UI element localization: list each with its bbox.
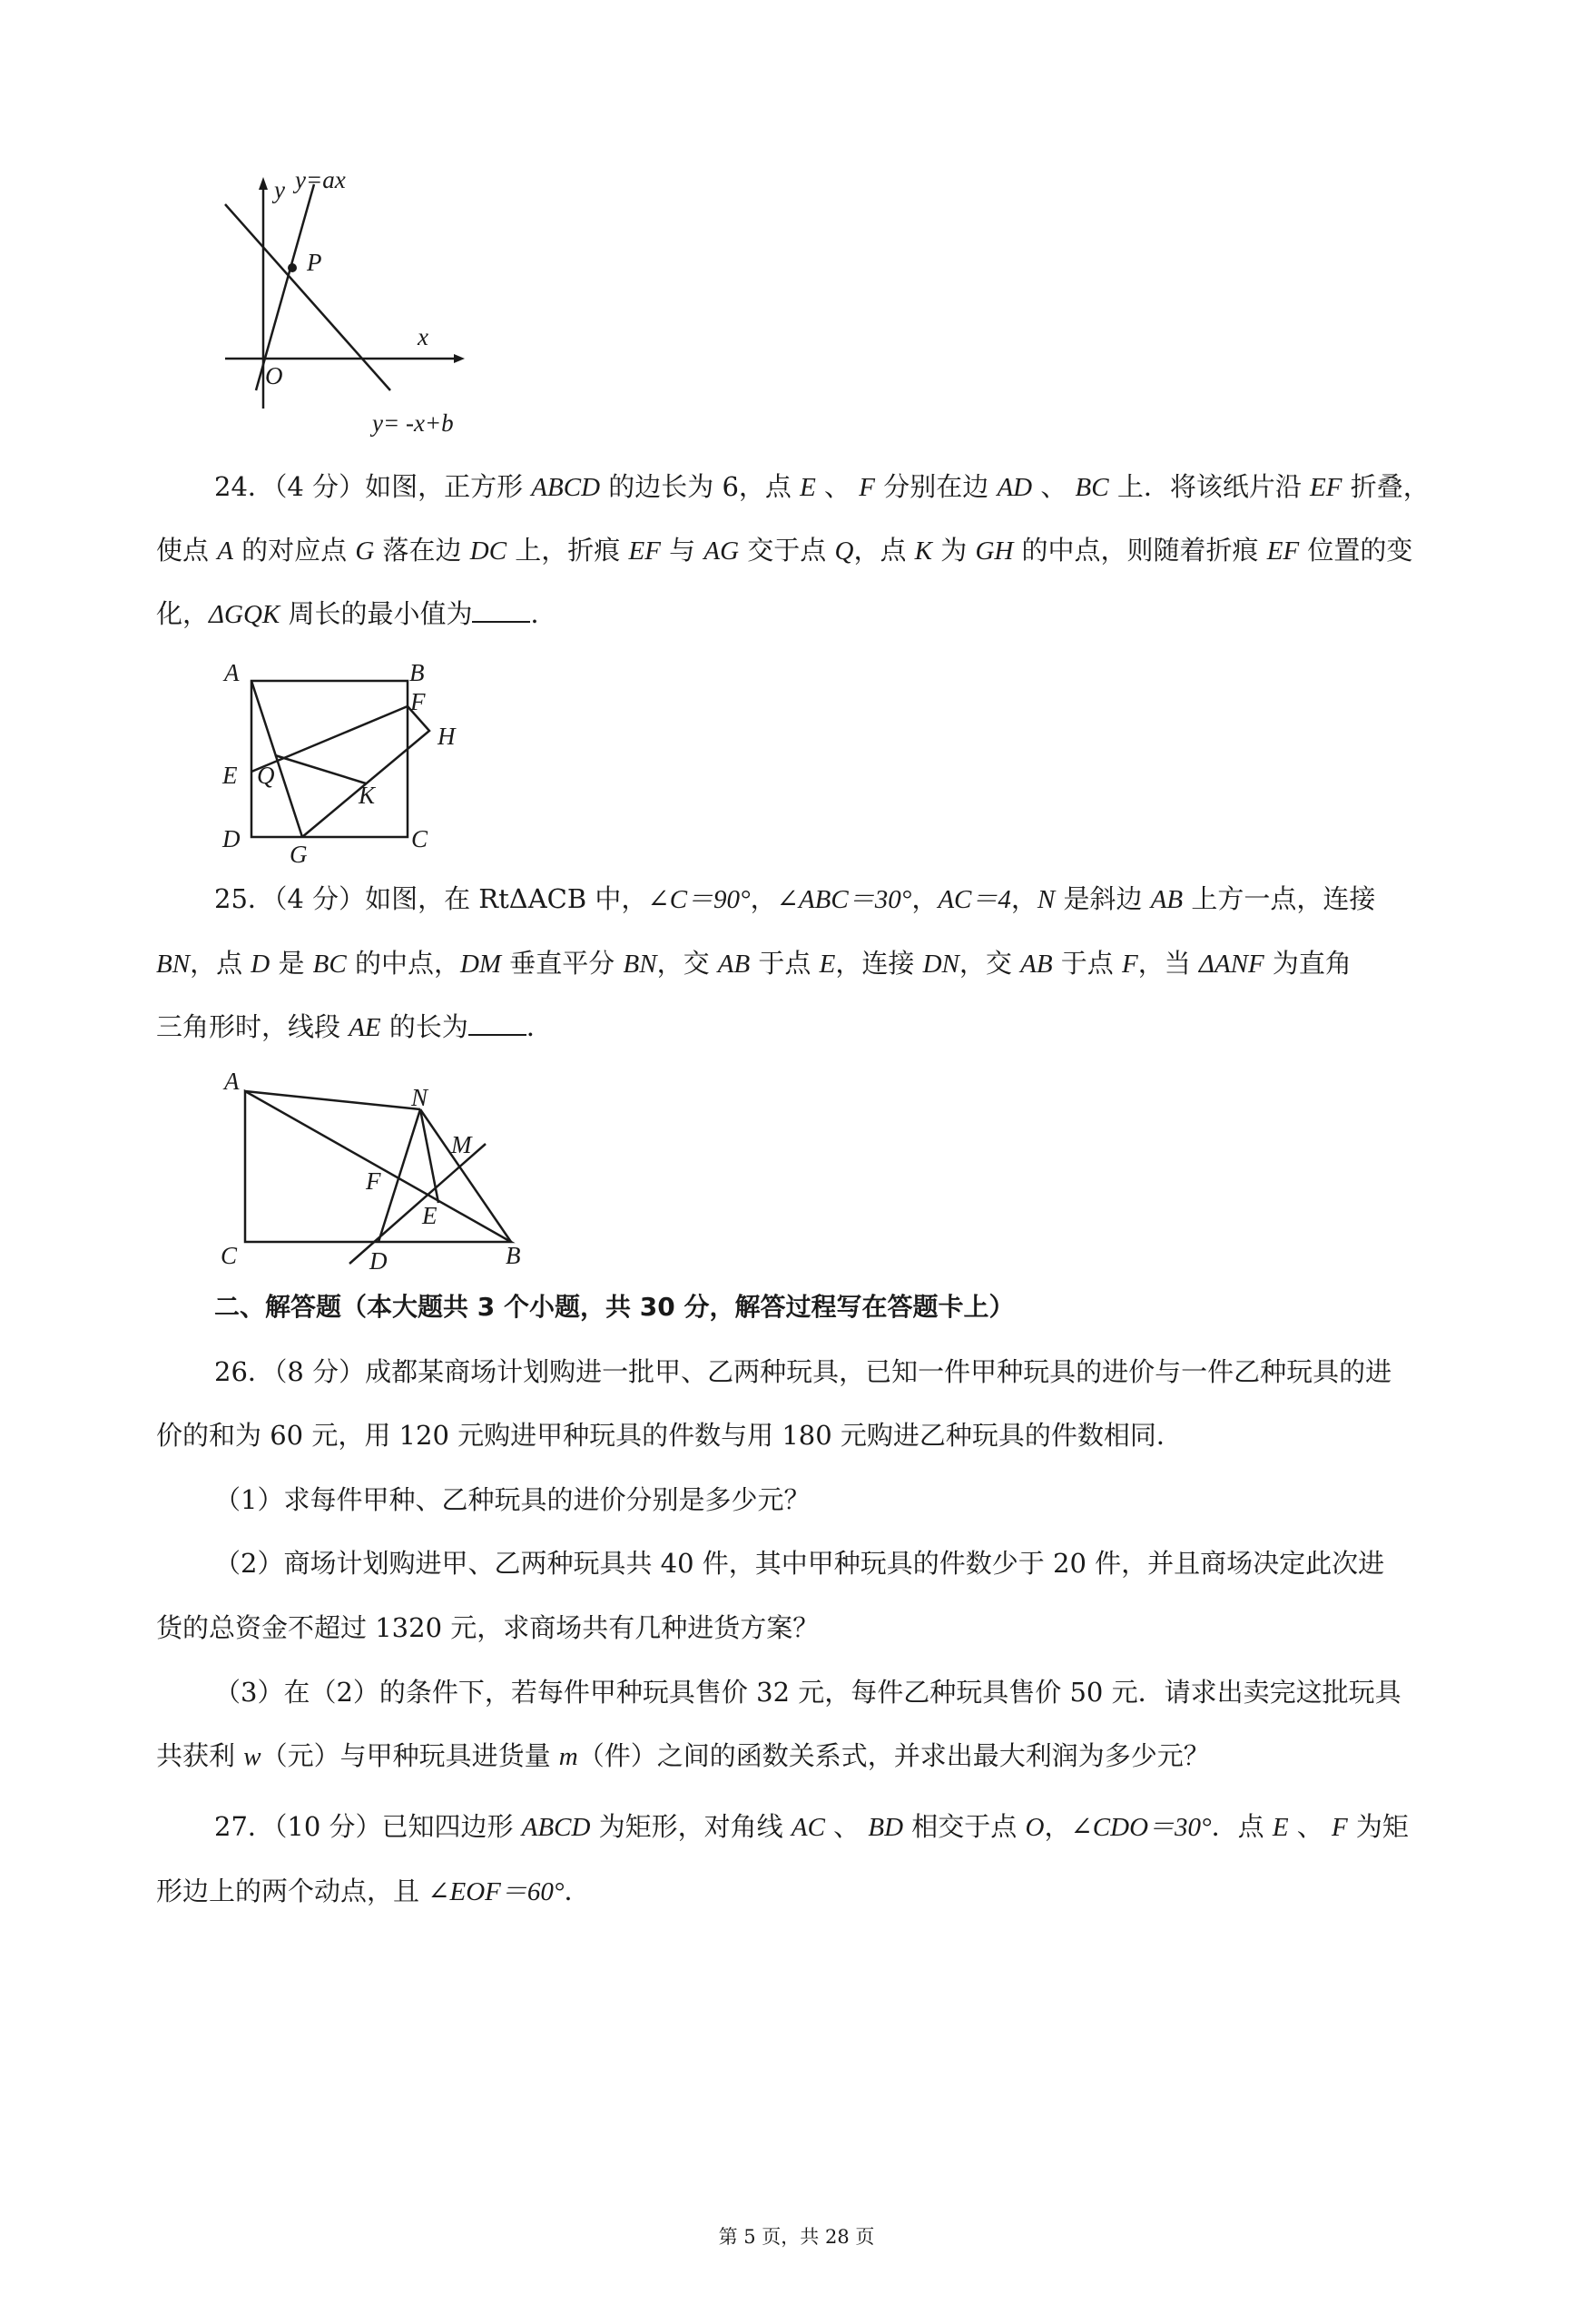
var-e: E [1272,1813,1289,1842]
text: 、 [824,1811,869,1842]
section-heading: 二、解答题（本大题共 3 个小题，共 30 分，解答过程写在答题卡上） [214,1292,1015,1322]
var-bn: BN [623,950,657,979]
segment-fhg [302,706,429,837]
y-axis-arrow [259,177,268,190]
text: 的对应点 [232,535,356,566]
text: ，交 [656,948,718,979]
label-q: Q [257,762,275,789]
label-d: D [369,1247,388,1275]
text: （元）与甲种玩具进货量 [261,1740,559,1771]
text: ， [750,883,777,914]
angle-eof: ∠EOF＝60° [428,1877,565,1906]
var-bc: BC [312,950,347,979]
text: 上．将该纸片沿 [1108,471,1311,502]
q26-line2: 价的和为 60 元，用 120 元购进甲种玩具的件数与用 180 元购进乙种玩具的件数相同． [156,1420,1183,1451]
segment-dn [379,1109,420,1242]
text: ，当 [1137,948,1199,979]
text: ， [1044,1811,1071,1842]
text: 化， [156,598,210,629]
fold-ef [251,706,408,772]
label-e: E [422,1202,438,1229]
var-ad: AD [997,473,1033,502]
line-y-neg-x-plus-b [225,204,390,390]
text: 上方一点，连接 [1183,883,1376,914]
text: ，点 [190,948,251,979]
text: ． [564,1876,591,1906]
var-gh: GH [975,537,1014,566]
text: 周长的最小值为 [280,598,473,629]
var-w: w [243,1742,261,1771]
fig23-coordinate-diagram [209,168,499,445]
var-f: F [1331,1813,1348,1842]
angle-abc: ∠ABC＝30° [776,885,912,914]
q25-line3 [156,1010,1490,1044]
text: 位置的变 [1299,535,1413,566]
q27-line2 [156,1875,1490,1908]
triangle-acb [245,1091,511,1242]
text: 折叠， [1342,471,1430,502]
x-axis-arrow [454,354,465,363]
var-n: N [1037,885,1056,914]
label-f: F [366,1167,381,1195]
label-g: G [290,841,308,868]
text: ， [911,883,939,914]
var-triangle-anf: ΔANF [1198,950,1264,979]
var-ef: EF [1310,473,1342,502]
eq-ac: AC＝4 [938,885,1011,914]
var-rt-acb: RtΔACB [478,883,587,914]
label-d: D [222,825,241,852]
text: 、 [815,471,860,502]
q26-part3a: （3）在（2）的条件下，若每件甲种玩具售价 32 元，每件乙种玩具售价 50 元．请求出卖完这批玩具 [214,1677,1401,1708]
var-d: D [251,950,270,979]
text: ， [1010,883,1037,914]
text: 落在边 [374,535,470,566]
var-dm: DM [459,950,502,979]
label-a: A [224,659,240,686]
fig25-triangle-diagram [213,1062,540,1280]
text: 共获利 [156,1740,244,1771]
q26-line1: 26．（8 分）成都某商场计划购进一批甲、乙两种玩具，已知一件甲种玩具的进价与一件乙种玩具的进 [214,1356,1392,1387]
text: 为直角 [1264,948,1352,979]
text: 的中点，则随着折痕 [1013,535,1267,566]
text: ，点 [853,535,915,566]
text: 上，折痕 [506,535,629,566]
text: 27．（10 分）已知四边形 [214,1811,522,1842]
text: 于点 [750,948,820,979]
label-f: F [410,688,426,715]
label-c: C [221,1242,238,1269]
text: 的长为 [380,1011,468,1042]
text: ． [526,1011,553,1042]
label-b: B [409,659,425,686]
var-abcd: ABCD [521,1813,591,1842]
text: ．点 [1211,1811,1273,1842]
var-g: G [355,537,375,566]
q26-part2a: （2）商场计划购进甲、乙两种玩具共 40 件，其中甲种玩具的件数少于 20 件，并且商场决定此次进 [214,1548,1385,1579]
angle-cdo: ∠CDO＝30° [1070,1813,1212,1842]
page-footer: 第 5 页，共 28 页 [718,2226,875,2248]
var-dc: DC [469,537,507,566]
var-f: F [859,473,875,502]
var-ag: AG [703,537,740,566]
fig24-square-diagram [213,654,513,872]
text: 是 [270,948,313,979]
q24-line3 [156,597,1490,631]
segment-qk [275,755,366,783]
text: 形边上的两个动点，且 [156,1876,428,1906]
label-c: C [411,825,428,852]
var-ab: AB [717,950,751,979]
label-e: E [222,762,238,789]
text: 为矩形，对角线 [590,1811,792,1842]
var-q: Q [834,537,854,566]
var-m: m [558,1742,578,1771]
text: 的中点， [346,948,460,979]
text: 24．（4 分）如图，正方形 [214,471,532,502]
var-a: A [217,537,233,566]
var-o: O [1025,1813,1045,1842]
text: ． [530,598,557,629]
var-f: F [1121,950,1138,979]
var-ab: AB [1020,950,1053,979]
answer-blank [468,1010,526,1036]
text: 为矩 [1347,1811,1409,1842]
label-n: N [411,1084,428,1111]
var-abcd: ABCD [531,473,601,502]
q26-part2b: 货的总资金不超过 1320 元，求商场共有几种进货方案？ [156,1612,820,1643]
label-a: A [224,1068,240,1095]
label-m: M [451,1131,472,1158]
label-o: O [265,362,283,389]
q27-line1 [214,1810,1549,1844]
label-h: H [438,723,456,750]
var-ac: AC [791,1813,825,1842]
label-b: B [506,1242,521,1269]
segment-ag [251,681,302,837]
text: ，交 [959,948,1021,979]
label-line2: y= -x+b [372,409,454,437]
text: 是斜边 [1055,883,1151,914]
q26-part1: （1）求每件甲种、乙种玩具的进价分别是多少元？ [214,1484,811,1515]
var-bc: BC [1075,473,1109,502]
text: 为 [932,535,976,566]
var-e: E [819,950,836,979]
var-k: K [914,537,932,566]
var-dn: DN [922,950,959,979]
point-p [288,263,297,272]
q24-line2 [156,534,1490,567]
text: ，连接 [835,948,923,979]
var-bn: BN [156,950,191,979]
label-y: y [274,176,285,203]
text: 垂直平分 [501,948,624,979]
answer-blank [472,597,530,623]
var-ae: AE [349,1013,381,1042]
label-x: x [418,323,428,350]
text: 三角形时，线段 [156,1011,349,1042]
text: 与 [660,535,704,566]
text: 、 [1032,471,1076,502]
text: 相交于点 [903,1811,1026,1842]
label-k: K [359,782,376,809]
text: 交于点 [739,535,835,566]
text: 中， [586,883,648,914]
text: 使点 [156,535,218,566]
text: （件）之间的函数关系式，并求出最大利润为多少元？ [577,1740,1210,1771]
var-ef: EF [1266,537,1300,566]
text: 于点 [1052,948,1122,979]
text: 25．（4 分）如图，在 [214,883,479,914]
q26-part3b [156,1739,1490,1773]
q25-line2 [156,947,1490,980]
text: 的边长为 6，点 [600,471,801,502]
q25-line1 [214,882,1549,916]
var-ef: EF [628,537,661,566]
var-e: E [800,473,816,502]
label-p: P [307,249,322,276]
var-triangle-gqk: ΔGQK [209,600,280,629]
angle-c: ∠C＝90° [647,885,751,914]
q24-line1 [214,470,1549,504]
text: 、 [1288,1811,1332,1842]
var-bd: BD [868,1813,904,1842]
label-line1: y=ax [295,168,346,193]
var-ab: AB [1150,885,1184,914]
text: 分别在边 [875,471,998,502]
